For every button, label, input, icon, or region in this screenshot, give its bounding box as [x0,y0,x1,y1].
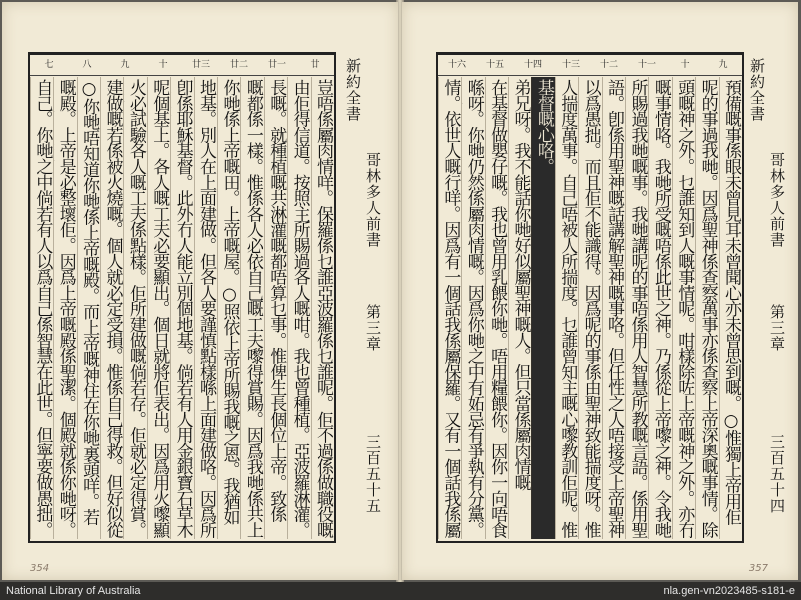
column-number: 十三 [561,60,580,70]
column-number: 十二 [599,60,618,70]
text-column: 由佢得信道。按照主所賜過各人嘅咁。我也曾種植。亞波羅淋灌。 [287,77,310,539]
column-number: 廿三 [191,60,210,70]
text-column: 基督嘅心咯。 [531,77,554,539]
left-text-frame [28,52,336,543]
column-number: 廿二 [229,60,248,70]
text-column: 卽係耶穌基督。此外冇人能立別個地基。倘若有人用金銀寶石草木 [170,77,193,539]
right-page [402,2,798,580]
left-book-name: 哥林多人前書 [364,152,382,248]
column-number: 十 [680,60,690,70]
right-column-numbers [438,55,742,76]
right-chapter: 第三章 [768,304,786,352]
text-column: 在基督做嬰仔嘅。我也曾用乳餵你哋。唔用糧餵你。因你一向唔食 [485,77,508,539]
left-pencil-mark: 354 [30,563,50,574]
text-column: 呢個基上。各人嘅工夫必要顯出。個日就將佢表出。因爲用火嚟顯 [147,77,170,539]
right-running-title: 新約全書 [748,58,766,122]
text-column: 你哋係上帝嘅田。上帝嘅屋。○照依上帝所賜我嘅之恩。我猶如 [217,77,240,539]
column-number: 九 [120,60,130,70]
left-running-title: 新約全書 [344,58,362,122]
right-text-frame [436,52,744,543]
right-text-columns [438,77,742,539]
left-column-numbers [30,55,334,76]
left-text-columns [30,77,334,539]
column-number: 十四 [523,60,542,70]
column-number: 廿一 [267,60,286,70]
text-column: 弟兄呀。我不能話你哋好似屬聖神嘅人。但只當係屬肉情嘅 [508,77,531,539]
text-column: 嘅都係一樣。惟係各人必依自己嘅工夫嚟得賞賜。因爲我哋係共上 [240,77,263,539]
text-column: 嘅事情咯。我哋所受嘅唔係此世之神。乃係從上帝嚟之神。令我哋 [648,77,671,539]
text-column: 語。卽係用聖神嘅話講解聖神嘅事咯。但任性之人唔接受上帝聖神 [602,77,625,539]
text-column: 火必試驗各人嘅工夫係點樣。佢所建做嘅倘若存。佢就必定得賞。 [123,77,146,539]
viewer-footer [0,582,801,600]
text-column: 所賜過我哋嘅事。我哋講呢的事唔係用人智慧所教嘅言語。係用聖 [625,77,648,539]
column-number: 九 [718,60,728,70]
column-number: 七 [44,60,54,70]
column-number: 八 [82,60,92,70]
text-column: 人揣度萬事。自己唔被人所揣度。乜誰曾知主嘅心嚟教訓佢呢。惟 [555,77,578,539]
text-column: 自己。你哋之中倘若有人以爲自己係智慧在此世。但寧要做愚拙。 [30,77,53,539]
column-number: 廿 [310,60,320,70]
text-column: 建做嘅若係被火燒嘅。個人就必定受損。惟係自己得救。但好似從 [100,77,123,539]
text-column: 喺呀。你哋仍然係屬肉情嘅。因爲你哋之中有妬忌有爭執有分黨。 [461,77,484,539]
right-pencil-mark: 357 [748,563,768,574]
text-column: 呢的事過我哋。因爲聖神係查察萬事亦係查察上帝深奧嘅事情。除 [695,77,718,539]
right-page-number: 三百五十四 [768,434,786,514]
text-column: 長嘅。就種植嘅共淋灌嘅都唔算乜事。惟俾生長個位上帝。致係 [264,77,287,539]
column-number: 十五 [485,60,504,70]
text-column: 頭嘅神之外。乜誰知到人嘅事情呢。咁樣除咗上帝嘅神之外。亦冇 [672,77,695,539]
text-column: 以爲愚拙。而且佢不能識得。因爲呢的事係由聖神致能揣度呀。惟 [578,77,601,539]
footer-identifier: nla.gen-vn2023485-s181-e [663,585,795,597]
column-number: 十六 [447,60,466,70]
text-column: ○你哋唔知道你哋係上帝嘅殿。而上帝嘅神住在你哋裏頭咩。若 [77,77,100,539]
column-number: 十一 [637,60,656,70]
text-column: 嘅殿。上帝是必整壞佢。因爲上帝嘅殿係聖潔。個殿就係你哋呀。 [53,77,76,539]
text-column: 預備嘅事係眼未曾見耳未曾聞心亦未曾思到嘅。○惟獨上帝用佢 [719,77,742,539]
text-column: 情。依世人嘅行咩。因爲有一個話我係屬保羅。又有一個話我係屬 [438,77,461,539]
text-column: 豈唔係屬肉情咩。保羅係乜誰亞波羅係乜誰呢。佢不過係做職役嘅 [311,77,334,539]
footer-library-name: National Library of Australia [6,585,141,597]
left-page [2,2,398,580]
left-page-number: 三百五十五 [364,434,382,514]
column-number: 十 [158,60,168,70]
text-column: 地基。別人在上面建做。但各人要謹慎點樣喺上面建做咯。因爲所 [194,77,217,539]
right-book-name: 哥林多人前書 [768,152,786,248]
left-chapter: 第三章 [364,304,382,352]
